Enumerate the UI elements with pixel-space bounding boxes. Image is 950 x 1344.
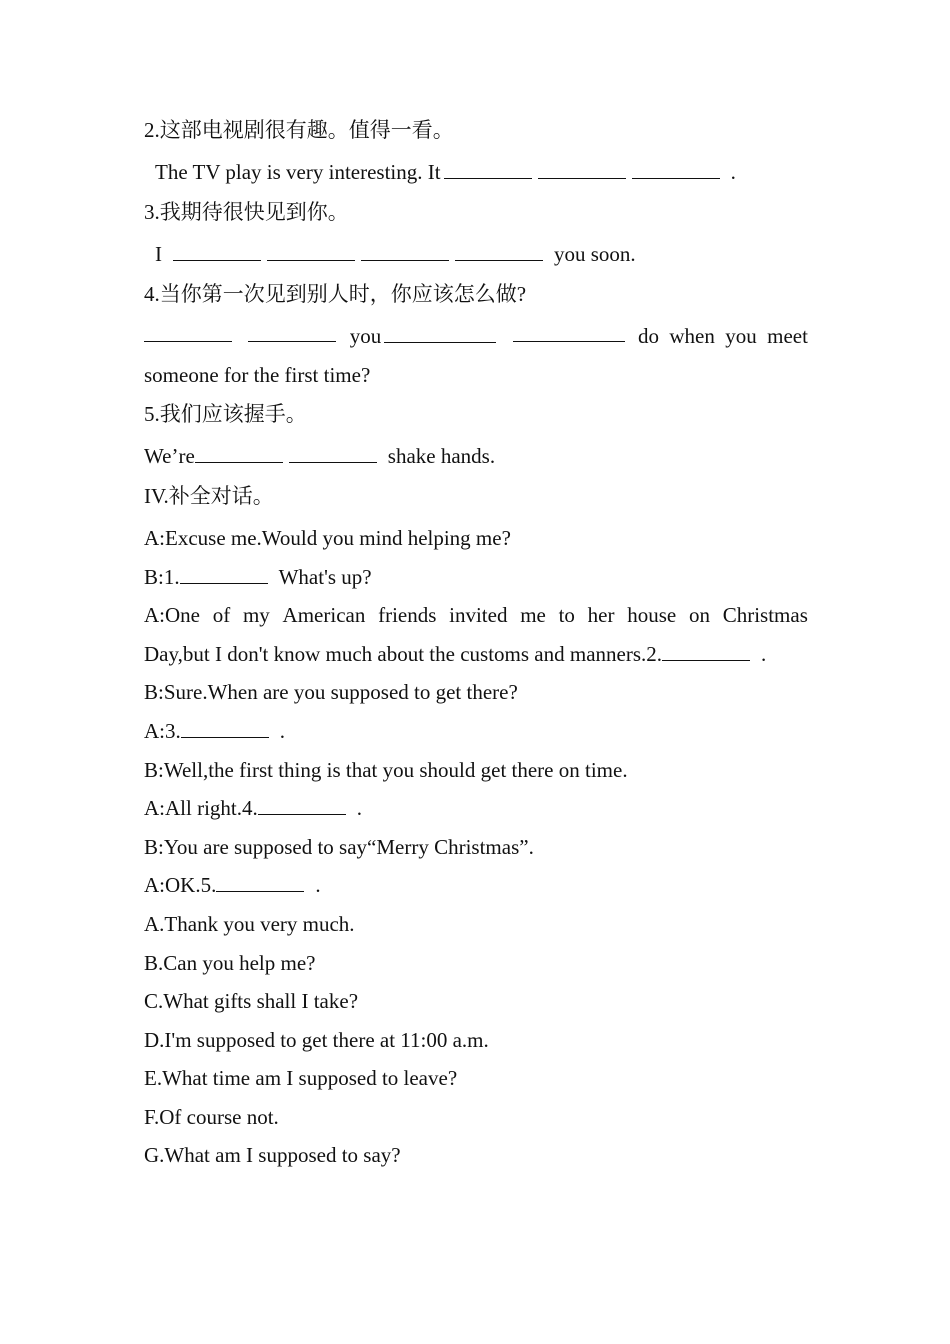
dialogue-word: my — [242, 603, 270, 627]
dialogue-line: A:Excuse me.Would you mind helping me? — [144, 526, 511, 550]
q2-chinese: 2.这部电视剧很有趣。值得一看。 — [144, 118, 454, 142]
answer-blank — [258, 796, 346, 815]
dialogue-line-suffix: . — [761, 642, 767, 666]
dialogue-word: of — [212, 603, 231, 627]
q5-english-suffix: shake hands. — [387, 444, 496, 468]
dialogue-line-suffix: . — [315, 873, 321, 897]
dialogue-word: friends — [378, 603, 437, 627]
section-title: IV.补全对话。 — [144, 484, 274, 508]
dialogue-word: A:One — [144, 603, 200, 627]
dialogue-line-prefix: A:All right.4. — [144, 796, 258, 820]
dialogue-word: her — [587, 603, 615, 627]
answer-blank — [181, 719, 269, 738]
answer-blank — [632, 160, 720, 179]
dialogue-line — [144, 564, 372, 592]
dialogue-line-prefix: B:1. — [144, 565, 180, 589]
option-item: A.Thank you very much. — [144, 912, 355, 936]
dialogue-line-suffix: What's up? — [278, 565, 372, 589]
dialogue-line: B:Well,the first thing is that you should get there on time. — [144, 758, 628, 782]
q3-chinese: 3.我期待很快见到你。 — [144, 200, 349, 224]
answer-blank — [361, 242, 449, 261]
q2-english — [155, 159, 736, 187]
option-item: C.What gifts shall I take? — [144, 989, 359, 1013]
dialogue-word: Christmas — [722, 603, 808, 627]
answer-blank — [180, 565, 268, 584]
option-item: D.I'm supposed to get there at 11:00 a.m. — [144, 1028, 489, 1052]
q4-word-you: you — [349, 324, 382, 348]
q5-english-prefix: We’re — [144, 444, 195, 468]
dialogue-word: American — [282, 603, 366, 627]
answer-blank — [444, 160, 532, 179]
answer-blank — [289, 444, 377, 463]
dialogue-word: invited — [449, 603, 508, 627]
dialogue-word: me — [520, 603, 546, 627]
q2-english-suffix: . — [730, 160, 736, 184]
dialogue-line: B:You are supposed to say“Merry Christmas”. — [144, 835, 534, 859]
dialogue-line-justified — [144, 602, 808, 630]
q4-word: meet — [767, 324, 808, 348]
dialogue-line — [144, 641, 766, 669]
q4-word: when — [669, 324, 715, 348]
answer-blank — [173, 242, 261, 261]
q4-english-line2: someone for the first time? — [144, 363, 371, 387]
q5-chinese: 5.我们应该握手。 — [144, 402, 307, 426]
dialogue-line — [144, 872, 321, 900]
option-item: F.Of course not. — [144, 1105, 279, 1129]
option-item: B.Can you help me? — [144, 951, 316, 975]
answer-blank — [455, 242, 543, 261]
q4-english-line1 — [144, 323, 808, 351]
answer-blank — [267, 242, 355, 261]
dialogue-line — [144, 795, 362, 823]
answer-blank — [195, 444, 283, 463]
dialogue-line-prefix: Day,but I don't know much about the customs and manners.2. — [144, 642, 662, 666]
option-item: G.What am I supposed to say? — [144, 1143, 401, 1167]
dialogue-word: to — [558, 603, 575, 627]
answer-blank — [662, 642, 750, 661]
dialogue-word: on — [688, 603, 710, 627]
q2-english-prefix: The TV play is very interesting. It — [155, 160, 441, 184]
answer-blank — [538, 160, 626, 179]
dialogue-line-suffix: . — [279, 719, 285, 743]
q4-word: do — [638, 324, 659, 348]
q3-english — [155, 241, 636, 269]
dialogue-line: B:Sure.When are you supposed to get there? — [144, 680, 518, 704]
dialogue-line-suffix: . — [356, 796, 362, 820]
dialogue-line-prefix: A:3. — [144, 719, 181, 743]
q4-english-mid — [350, 323, 500, 351]
dialogue-line-prefix: A:OK.5. — [144, 873, 217, 897]
answer-blank — [216, 873, 304, 892]
q5-english — [144, 443, 495, 471]
answer-blank — [384, 324, 496, 343]
dialogue-word: house — [627, 603, 677, 627]
answer-blank — [248, 323, 336, 342]
q4-word: you — [725, 324, 757, 348]
option-item: E.What time am I supposed to leave? — [144, 1066, 458, 1090]
q3-english-suffix: you soon. — [554, 242, 636, 266]
answer-blank — [513, 323, 625, 342]
q4-chinese: 4.当你第一次见到别人时，你应该怎么做? — [144, 282, 527, 306]
q3-english-prefix: I — [155, 242, 162, 266]
dialogue-line — [144, 718, 285, 746]
answer-blank — [144, 323, 232, 342]
